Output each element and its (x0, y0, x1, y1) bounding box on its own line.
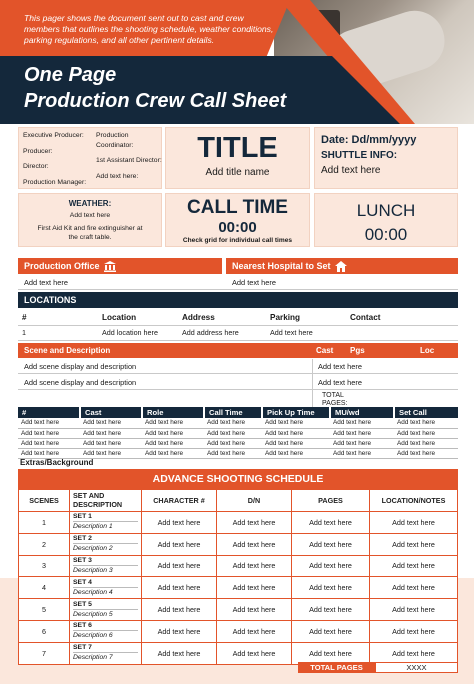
cast-table-body (18, 418, 458, 458)
scene-description-2: Add scene display and description (24, 378, 137, 387)
call-time-value: 00:00 (218, 218, 257, 236)
schedule-cell: Add text here (217, 555, 292, 577)
schedule-scene-number: 2 (19, 533, 70, 555)
title-panel (165, 127, 310, 189)
schedule-scene-number: 3 (19, 555, 70, 577)
nearest-hospital-bar (226, 258, 458, 274)
cast-cell: Add text here (330, 438, 394, 448)
scene-total-pages: TOTAL PAGES: (322, 392, 348, 407)
schedule-row (19, 512, 458, 534)
lunch-label: LUNCH (356, 201, 416, 220)
schedule-cell: Add text here (217, 620, 292, 642)
nearest-hospital-label: Nearest Hospital to Set (232, 261, 331, 271)
cast-cell: Add text here (80, 418, 142, 428)
cast-col-number: # (18, 407, 80, 418)
schedule-cell: Add text here (292, 620, 370, 642)
schedule-row (19, 577, 458, 599)
cast-col-call-time: Call Time (204, 407, 262, 418)
sched-col-pages: PAGES (292, 490, 370, 512)
cast-cell: Add text here (18, 438, 80, 448)
schedule-total-row (18, 662, 458, 674)
cast-cell: Add text here (330, 428, 394, 438)
sched-col-character: CHARACTER # (142, 490, 217, 512)
scene-cast-1: Add text here (318, 362, 362, 371)
schedule-cell: Add text here (142, 555, 217, 577)
sched-col-scenes: SCENES (19, 490, 70, 512)
cast-table (18, 407, 458, 459)
cast-cell: Add text here (394, 428, 458, 438)
cast-cell: Add text here (18, 448, 80, 458)
schedule-cell: Add text here (217, 599, 292, 621)
cast-cell: Add text here (204, 418, 262, 428)
cast-cell: Add text here (262, 448, 330, 458)
schedule-scene-number: 1 (19, 512, 70, 534)
schedule-cell: Add text here (370, 555, 458, 577)
loc-contact (346, 325, 458, 340)
lunch-panel (314, 193, 458, 247)
sched-col-location-notes: LOCATION/NOTES (370, 490, 458, 512)
schedule-row (19, 599, 458, 621)
page-title-line2: Production Crew Call Sheet (24, 90, 287, 112)
scene-cast-header: Cast (316, 346, 334, 355)
locations-table (18, 310, 458, 341)
schedule-set-description: Description 4 (73, 588, 113, 596)
cast-col-cast: Cast (80, 407, 142, 418)
scene-description-header: Scene and Description (24, 346, 111, 355)
schedule-set-cell (70, 533, 142, 555)
schedule-table-body (19, 512, 458, 665)
call-time-label: CALL TIME (187, 197, 288, 218)
cast-cell: Add text here (262, 428, 330, 438)
schedule-set-name: SET 4 (73, 578, 138, 588)
title-heading: TITLE (197, 132, 278, 164)
lunch-time: 00:00 (364, 225, 408, 244)
crew-add-text: Add text here: (96, 172, 139, 180)
cast-row (18, 428, 458, 438)
cast-cell: Add text here (80, 438, 142, 448)
schedule-set-name: SET 2 (73, 534, 138, 544)
cast-header-row (18, 407, 458, 418)
loc-address: Add address here (178, 325, 266, 340)
cast-cell: Add text here (394, 438, 458, 448)
schedule-set-name: SET 3 (73, 556, 138, 566)
schedule-cell: Add text here (292, 599, 370, 621)
locations-row (18, 325, 458, 340)
schedule-cell: Add text here (217, 577, 292, 599)
loc-col-parking: Parking (266, 310, 346, 325)
scene-loc-header: Loc (420, 346, 435, 355)
schedule-scene-number: 5 (19, 599, 70, 621)
schedule-row (19, 533, 458, 555)
production-coordinator-label: Production Coordinator: (96, 132, 134, 149)
schedule-cell: Add text here (142, 599, 217, 621)
schedule-cell: Add text here (142, 620, 217, 642)
production-office-bar (18, 258, 222, 274)
shuttle-info-text: Add text here (321, 165, 381, 176)
schedule-header-row (19, 490, 458, 512)
cast-row (18, 448, 458, 458)
executive-producer-label: Executive Producer: (23, 132, 84, 139)
schedule-cell: Add text here (217, 512, 292, 534)
locations-bar (18, 292, 458, 308)
shuttle-info-label: SHUTTLE INFO: (321, 150, 398, 161)
cast-col-set-call: Set Call (394, 407, 458, 418)
scene-row-1 (18, 359, 458, 374)
schedule-cell: Add text here (370, 642, 458, 664)
schedule-set-cell (70, 555, 142, 577)
schedule-cell: Add text here (370, 577, 458, 599)
cast-cell: Add text here (80, 428, 142, 438)
schedule-set-description: Description 3 (73, 566, 113, 574)
weather-panel (18, 193, 162, 247)
locations-label: LOCATIONS (24, 295, 77, 305)
page-title-line1: One Page (24, 64, 117, 86)
schedule-cell: Add text here (142, 642, 217, 664)
cast-cell: Add text here (262, 418, 330, 428)
cast-cell: Add text here (394, 418, 458, 428)
title-subtext: Add title name (205, 166, 270, 178)
office-divider (18, 289, 458, 290)
director-label: Director: (23, 163, 49, 171)
loc-col-location: Location (98, 310, 178, 325)
sched-col-set: SET AND DESCRIPTION (70, 490, 142, 512)
schedule-scene-number: 7 (19, 642, 70, 664)
schedule-cell: Add text here (142, 512, 217, 534)
schedule-cell: Add text here (292, 512, 370, 534)
call-time-panel (165, 193, 310, 247)
schedule-cell: Add text here (292, 642, 370, 664)
cast-col-mu: MU/wd (330, 407, 394, 418)
cast-cell: Add text here (142, 418, 204, 428)
cast-cell: Add text here (262, 438, 330, 448)
schedule-set-description: Description 7 (73, 654, 113, 662)
schedule-cell: Add text here (370, 599, 458, 621)
first-aid-note: First Aid Kit and fire extinguisher at the craft table. (37, 224, 143, 242)
cast-cell: Add text here (330, 418, 394, 428)
cast-cell: Add text here (204, 428, 262, 438)
cast-cell: Add text here (204, 448, 262, 458)
cast-cell: Add text here (142, 438, 204, 448)
loc-location: Add location here (98, 325, 178, 340)
schedule-cell: Add text here (142, 533, 217, 555)
loc-col-number: # (18, 310, 98, 325)
schedule-cell: Add text here (142, 577, 217, 599)
loc-col-address: Address (178, 310, 266, 325)
scene-column-divider (312, 359, 313, 407)
cast-cell: Add text here (394, 448, 458, 458)
schedule-cell: Add text here (217, 533, 292, 555)
schedule-table (18, 489, 458, 665)
schedule-set-cell (70, 642, 142, 664)
schedule-set-description: Description 2 (73, 545, 113, 553)
call-time-note: Check grid for individual call times (182, 236, 293, 244)
page-title (24, 62, 286, 114)
cast-cell: Add text here (80, 448, 142, 458)
producer-label: Producer: (23, 147, 53, 155)
nearest-hospital-text: Add text here (232, 278, 276, 287)
cast-cell: Add text here (18, 428, 80, 438)
schedule-set-cell (70, 599, 142, 621)
schedule-cell: Add text here (292, 555, 370, 577)
scene-description-1: Add scene display and description (24, 362, 137, 371)
extras-label: Extras/Background (20, 458, 94, 467)
total-pages-value: XXXX (375, 662, 458, 673)
schedule-cell: Add text here (370, 620, 458, 642)
schedule-row (19, 555, 458, 577)
total-pages-label: TOTAL PAGES (298, 662, 375, 673)
crew-panel (18, 127, 162, 189)
schedule-set-description: Description 5 (73, 610, 113, 618)
cast-cell: Add text here (204, 438, 262, 448)
schedule-set-cell (70, 620, 142, 642)
schedule-set-cell (70, 577, 142, 599)
header-intro-text: This pager shows the document sent out to cast and crew members that outlines the shooting schedule, weather conditions, parking regulations, and all other pertinent details. (24, 13, 274, 46)
schedule-cell: Add text here (370, 533, 458, 555)
schedule-set-cell (70, 512, 142, 534)
weather-label: WEATHER: (68, 199, 112, 208)
header-banner (0, 0, 474, 124)
schedule-row (19, 642, 458, 664)
cast-row (18, 438, 458, 448)
schedule-cell: Add text here (292, 577, 370, 599)
schedule-set-name: SET 7 (73, 643, 138, 653)
schedule-title: ADVANCE SHOOTING SCHEDULE (152, 473, 324, 485)
schedule-row (19, 620, 458, 642)
loc-col-contact: Contact (346, 310, 458, 325)
schedule-set-name: SET 6 (73, 621, 138, 631)
date-panel (314, 127, 458, 189)
sched-col-dn: D/N (217, 490, 292, 512)
schedule-set-description: Description 6 (73, 632, 113, 640)
schedule-cell: Add text here (217, 642, 292, 664)
first-ad-label: 1st Assistant Director: (96, 157, 162, 165)
schedule-cell: Add text here (370, 512, 458, 534)
schedule-set-description: Description 1 (73, 523, 113, 531)
cast-cell: Add text here (330, 448, 394, 458)
production-office-label: Production Office (24, 261, 100, 271)
cast-cell: Add text here (142, 428, 204, 438)
locations-header-row (18, 310, 458, 325)
production-manager-label: Production Manager: (23, 178, 87, 186)
office-building-icon (104, 261, 116, 272)
cast-col-role: Role (142, 407, 204, 418)
production-office-text: Add text here (24, 278, 68, 287)
schedule-title-bar (18, 469, 458, 489)
scenes-header-bar (18, 343, 458, 358)
weather-text: Add text here (69, 212, 111, 219)
schedule-set-name: SET 5 (73, 600, 138, 610)
cast-cell: Add text here (142, 448, 204, 458)
cast-col-pickup: Pick Up Time (262, 407, 330, 418)
cast-cell: Add text here (18, 418, 80, 428)
home-icon (335, 261, 347, 272)
schedule-scene-number: 4 (19, 577, 70, 599)
scene-row-2 (18, 375, 458, 390)
schedule-cell: Add text here (292, 533, 370, 555)
date-label: Date: Dd/mm/yyyy (321, 134, 417, 146)
loc-number: 1 (18, 325, 98, 340)
loc-parking: Add text here (266, 325, 346, 340)
schedule-set-name: SET 1 (73, 512, 138, 522)
scene-pgs-header: Pgs (350, 346, 365, 355)
schedule-scene-number: 6 (19, 620, 70, 642)
scene-cast-2: Add text here (318, 378, 362, 387)
cast-row (18, 418, 458, 428)
